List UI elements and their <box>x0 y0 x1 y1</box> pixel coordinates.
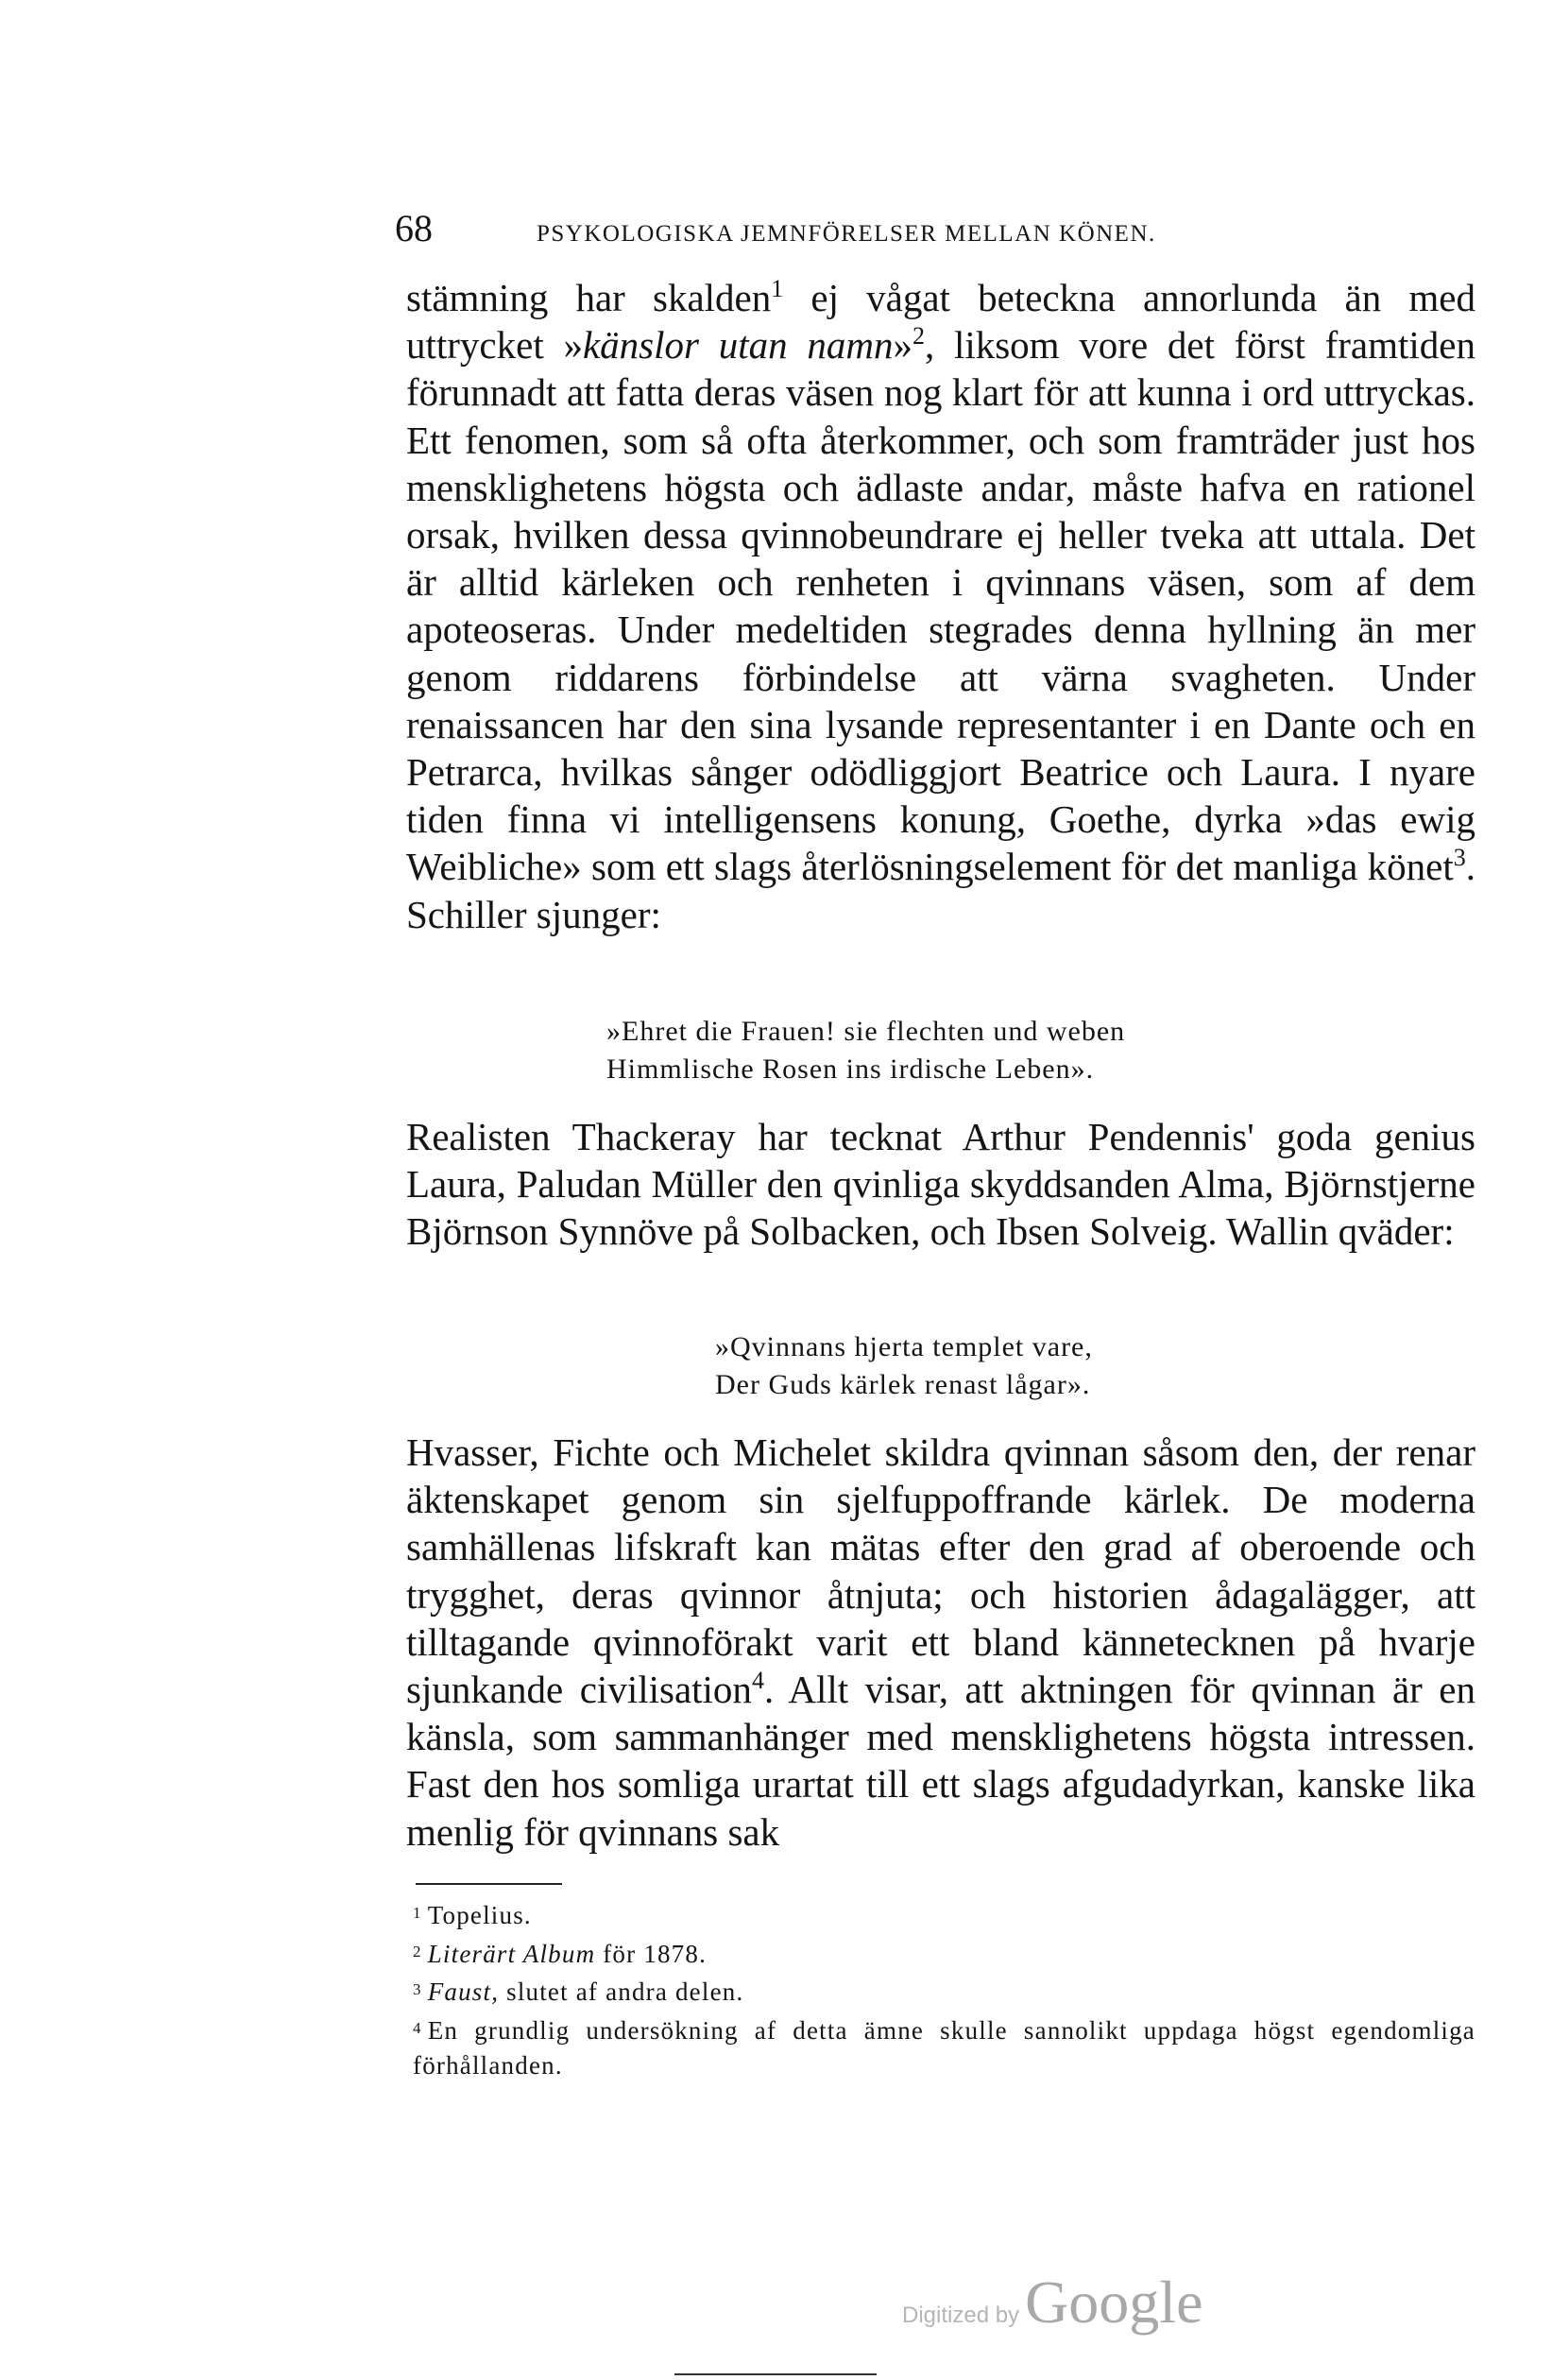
paragraph-text: . Allt visar, att aktningen för qvinnan är en känsla, som sammanhänger med mensklighetens högsta intressen. Fast den hos somliga urartat till ett slags afgudadyrkan, kanske lika menlig för qvinnans sak <box>406 1668 1475 1854</box>
footnote-1 <box>413 1895 1475 1934</box>
footnote-ref-3: 3 <box>1453 844 1466 872</box>
paragraph-text: . Schiller sjunger: <box>406 845 1475 936</box>
verse-line: Der Guds kärlek renast lågar». <box>715 1369 1091 1400</box>
footnote-4 <box>413 2011 1475 2084</box>
footnote-number: 2 <box>413 1942 422 1961</box>
paragraph-text: » <box>893 323 912 368</box>
footnote-ref-4: 4 <box>751 1667 764 1695</box>
footnote-number: 3 <box>413 1980 422 1998</box>
footnote-divider <box>416 1883 562 1885</box>
paragraph-2 <box>406 1113 1475 1256</box>
footnote-text: En grundlig undersökning af detta ämne skulle sannolikt uppdaga högst egendomliga förhållanden. <box>413 2015 1475 2080</box>
paragraph-text: , liksom vore det först framtiden förunnadt att fatta deras väsen nog klart för att kunna i ord uttryckas. Ett fenomen, som så ofta återkommer, och som framträder just hos mensklighetens högsta och ädlaste andar, måste hafva en rationel orsak, hvilken dessa qvinnobeundrare ej heller tveka att uttala. Det är alltid kärleken och renheten i qvinnans väsen, som af dem apoteoseras. Under medeltiden stegrades denna hyllning än mer genom riddarens förbindelse att värna svagheten. Under renaissancen har den sina lysande representanter i en Dante och en Petrarca, hvilkas sånger odödliggjort Beatrice och Laura. I nyare tiden finna vi intelligensens konung, Goethe, dyrka »das ewig Weibliche» som ett slags återlösningselement för det manliga könet <box>406 323 1475 889</box>
verse-line: Himmlische Rosen ins irdische Leben». <box>606 1053 1095 1085</box>
footnote-title: Literärt Album <box>427 1939 596 1968</box>
footnote-text: Topelius. <box>427 1901 532 1929</box>
footnote-text: för 1878. <box>595 1939 708 1968</box>
italic-phrase: känslor utan namn <box>582 323 894 368</box>
paragraph-text: Hvasser, Fichte och Michelet skildra qvinnan såsom den, der renar äktenskapet genom sin sjelfuppoffrande kärlek. De moderna samhällenas lifskraft kan mätas efter den grad af oberoende och trygghet, deras qvinnor åtnjuta; och historien ådagalägger, att tilltagande qvinnoförakt varit ett bland kännetecknen på hvarje sjunkande civilisation <box>406 1430 1475 1712</box>
paragraph-text: ej vågat beteckna annorlunda än med uttrycket » <box>406 276 1475 368</box>
running-title: PSYKOLOGISKA JEMNFÖRELSER MELLAN KÖNEN. <box>537 221 1156 247</box>
footnote-2 <box>413 1934 1475 1973</box>
digitized-watermark <box>902 2268 1202 2337</box>
watermark-prefix: Digitized by <box>902 2303 1020 2328</box>
paragraph-text: Realisten Thackeray har tecknat Arthur Pendennis' goda genius Laura, Paludan Müller den qvinliga skyddsanden Alma, Björnstjerne Björnson Synnöve på Solbacken, och Ibsen Solveig. Wallin qväder: <box>406 1115 1475 1254</box>
footnote-title: Faust, <box>427 1978 500 2006</box>
verse-quote-wallin <box>715 1328 1093 1404</box>
footnote-3 <box>413 1972 1475 2011</box>
bottom-divider <box>674 2373 877 2375</box>
verse-line: »Ehret die Frauen! sie flechten und weben <box>606 1016 1126 1047</box>
page-header <box>395 206 1302 255</box>
paragraph-3 <box>406 1429 1475 1856</box>
footnote-ref-1: 1 <box>771 275 784 302</box>
verse-line: »Qvinnans hjerta templet vare, <box>715 1331 1093 1362</box>
footnotes <box>413 1895 1475 2084</box>
footnote-ref-2: 2 <box>912 322 925 351</box>
footnote-text: slutet af andra delen. <box>499 1978 744 2006</box>
paragraph-text: stämning har skalden <box>406 276 772 319</box>
verse-quote-schiller <box>606 1013 1125 1088</box>
footnote-number: 1 <box>413 1904 422 1922</box>
page-number: 68 <box>395 207 433 249</box>
footnote-number: 4 <box>413 2018 422 2037</box>
google-logo: Google <box>1025 2269 1203 2336</box>
paragraph-1 <box>406 274 1475 938</box>
